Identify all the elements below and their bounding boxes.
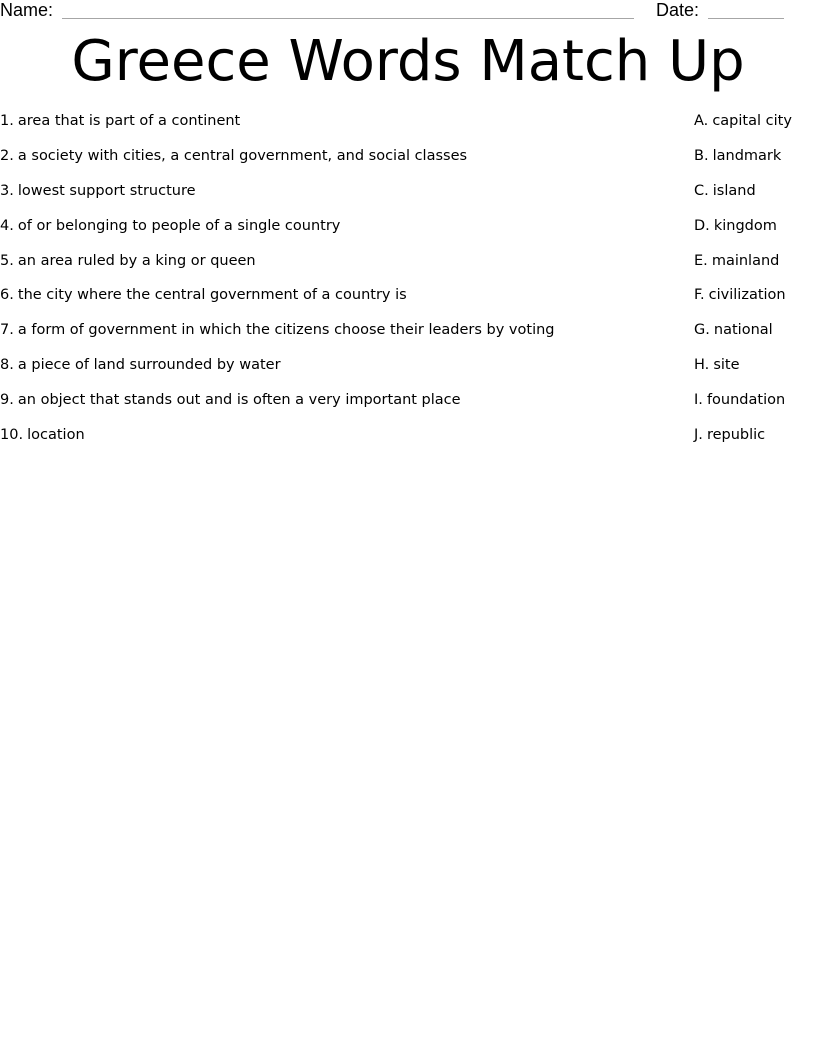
clue-text: area that is part of a continent [17, 113, 241, 129]
clue-number: 8. [0, 357, 14, 374]
answer-letter: I. [694, 392, 703, 409]
clue-text: a form of government in which the citizens choose their leaders by voting [17, 322, 555, 339]
answer-item [694, 146, 814, 181]
clue-text: location [27, 427, 85, 444]
clue-text: an object that stands out and is often a very important place [17, 392, 461, 409]
answer-item [694, 390, 814, 425]
clue-number: 4. [0, 217, 14, 234]
answer-text: mainland [711, 252, 780, 269]
name-blank-line[interactable] [62, 18, 634, 19]
clue-number: 7. [0, 322, 14, 339]
answer-item [694, 355, 814, 390]
worksheet-title: Greece Words Match Up [71, 29, 745, 94]
answer-letter: B. [694, 147, 709, 164]
clue-text: a society with cities, a central government, and social classes [17, 147, 468, 164]
answer-list [694, 111, 814, 460]
answer-letter: F. [694, 287, 705, 304]
clue-item [0, 111, 660, 146]
answer-text: civilization [708, 287, 786, 304]
clue-list [0, 111, 660, 460]
clue-item [0, 251, 660, 286]
answer-item [694, 181, 814, 216]
date-blank-line[interactable] [708, 18, 784, 19]
date-label: Date: [656, 0, 700, 20]
clue-number: 1. [0, 113, 14, 129]
answer-letter: G. [694, 322, 710, 339]
clue-item [0, 285, 660, 320]
answer-item [694, 216, 814, 251]
answer-item [694, 285, 814, 320]
answer-text: foundation [706, 392, 786, 409]
clue-item [0, 390, 660, 425]
clue-number: 2. [0, 147, 14, 164]
answer-letter: E. [694, 252, 708, 269]
name-label: Name: [0, 0, 54, 20]
answer-item [694, 251, 814, 286]
answer-item [694, 425, 814, 460]
clue-number: 3. [0, 182, 14, 199]
clue-item [0, 181, 660, 216]
answer-item [694, 320, 814, 355]
clue-item [0, 355, 660, 390]
clue-text: an area ruled by a king or queen [17, 252, 256, 269]
answer-text: republic [706, 427, 766, 444]
clue-number: 9. [0, 392, 14, 409]
answer-letter: A. [694, 113, 709, 129]
clue-item [0, 425, 660, 460]
answer-text: national [713, 322, 773, 339]
answer-text: landmark [712, 147, 782, 164]
clue-text: of or belonging to people of a single country [17, 217, 341, 234]
answer-text: capital city [712, 113, 792, 129]
answer-letter: H. [694, 357, 710, 374]
clue-text: lowest support structure [17, 182, 196, 199]
clue-number: 5. [0, 252, 14, 269]
clue-number: 10. [0, 427, 24, 444]
clue-item [0, 320, 660, 355]
answer-item [694, 111, 814, 146]
clue-text: the city where the central government of a country is [17, 287, 407, 304]
clue-item [0, 216, 660, 251]
answer-text: site [713, 357, 740, 374]
clue-text: a piece of land surrounded by water [17, 357, 281, 374]
answer-letter: C. [694, 182, 709, 199]
answer-text: island [712, 182, 756, 199]
clue-number: 6. [0, 287, 14, 304]
answer-text: kingdom [713, 217, 777, 234]
worksheet-header [0, 0, 816, 24]
answer-letter: D. [694, 217, 710, 234]
clue-item [0, 146, 660, 181]
answer-letter: J. [694, 427, 703, 444]
